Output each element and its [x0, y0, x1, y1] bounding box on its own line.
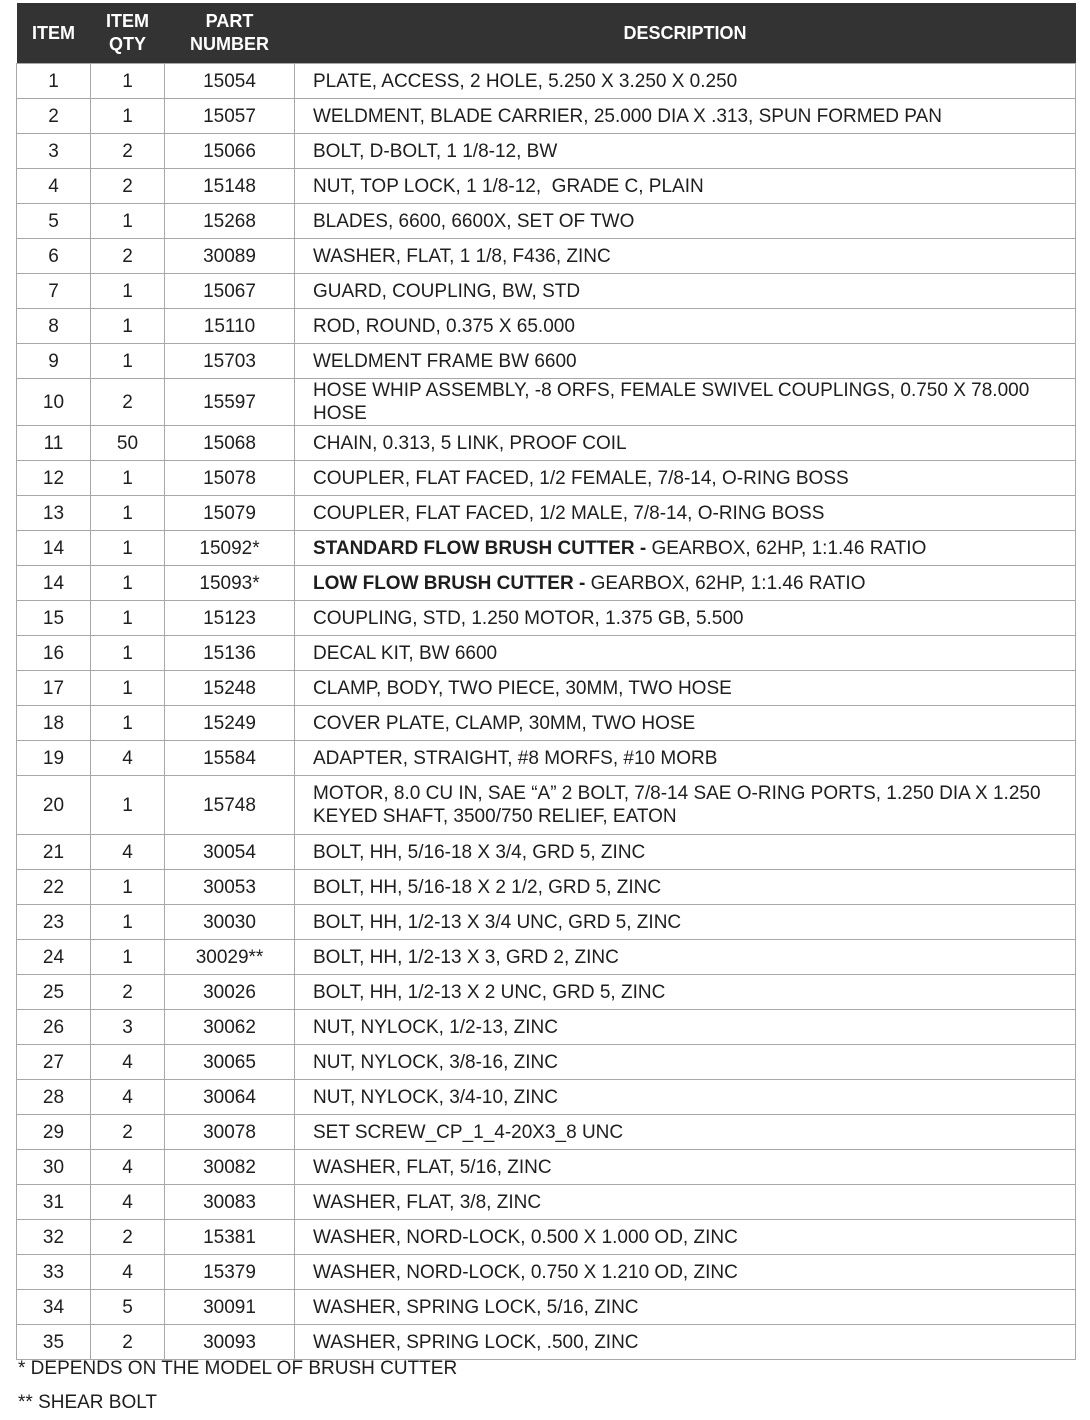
- description-text: WELDMENT FRAME BW 6600: [313, 350, 577, 372]
- cell-description: [295, 741, 1076, 776]
- cell-part-number: 15078: [165, 461, 295, 496]
- cell-part-number: 15054: [165, 64, 295, 99]
- table-row: [17, 134, 1076, 169]
- cell-description: [295, 1080, 1076, 1115]
- description-text: NUT, NYLOCK, 1/2-13, ZINC: [313, 1016, 558, 1038]
- cell-description: [295, 1255, 1076, 1290]
- description-text: WASHER, SPRING LOCK, 5/16, ZINC: [313, 1296, 639, 1318]
- cell-part-number: 30029**: [165, 940, 295, 975]
- cell-item: 21: [17, 835, 91, 870]
- table-row: [17, 274, 1076, 309]
- cell-description: [295, 531, 1076, 566]
- cell-part-number: 30054: [165, 835, 295, 870]
- cell-part-number: 15703: [165, 344, 295, 379]
- cell-item: 12: [17, 461, 91, 496]
- cell-description: [295, 1185, 1076, 1220]
- description-text: NUT, TOP LOCK, 1 1/8-12, GRADE C, PLAIN: [313, 175, 704, 197]
- cell-description: [295, 134, 1076, 169]
- cell-part-number: 15057: [165, 99, 295, 134]
- cell-qty: 4: [91, 741, 165, 776]
- description-text: WASHER, SPRING LOCK, .500, ZINC: [313, 1331, 639, 1353]
- cell-item: 27: [17, 1045, 91, 1080]
- cell-item: 29: [17, 1115, 91, 1150]
- cell-part-number: 15597: [165, 379, 295, 426]
- description-text: COUPLING, STD, 1.250 MOTOR, 1.375 GB, 5.500: [313, 607, 744, 629]
- description-text: HOSE WHIP ASSEMBLY, -8 ORFS, FEMALE SWIVEL COUPLINGS, 0.750 X 78.000 HOSE: [313, 380, 1035, 424]
- cell-description: [295, 99, 1076, 134]
- cell-qty: 3: [91, 1010, 165, 1045]
- table-row: [17, 309, 1076, 344]
- description-text: WASHER, FLAT, 5/16, ZINC: [313, 1156, 552, 1178]
- table-row: [17, 671, 1076, 706]
- table-row: [17, 601, 1076, 636]
- cell-item: 25: [17, 975, 91, 1010]
- table-row: [17, 1010, 1076, 1045]
- cell-item: 34: [17, 1290, 91, 1325]
- description-text: GUARD, COUPLING, BW, STD: [313, 280, 581, 302]
- cell-qty: 1: [91, 905, 165, 940]
- cell-part-number: 15123: [165, 601, 295, 636]
- cell-description: [295, 274, 1076, 309]
- cell-item: 15: [17, 601, 91, 636]
- cell-part-number: 15249: [165, 706, 295, 741]
- cell-part-number: 15379: [165, 1255, 295, 1290]
- cell-description: [295, 671, 1076, 706]
- cell-description: [295, 379, 1076, 426]
- cell-qty: 1: [91, 776, 165, 835]
- table-row: [17, 741, 1076, 776]
- cell-part-number: 30030: [165, 905, 295, 940]
- cell-qty: 1: [91, 496, 165, 531]
- cell-part-number: 15066: [165, 134, 295, 169]
- cell-qty: 4: [91, 1080, 165, 1115]
- cell-part-number: 30065: [165, 1045, 295, 1080]
- table-row: [17, 835, 1076, 870]
- cell-part-number: 30064: [165, 1080, 295, 1115]
- cell-item: 2: [17, 99, 91, 134]
- cell-description: [295, 204, 1076, 239]
- cell-item: 20: [17, 776, 91, 835]
- cell-part-number: 30082: [165, 1150, 295, 1185]
- table-row: [17, 870, 1076, 905]
- cell-description: [295, 461, 1076, 496]
- footnote: ** SHEAR BOLT: [18, 1392, 158, 1413]
- table-row: [17, 64, 1076, 99]
- cell-part-number: 30053: [165, 870, 295, 905]
- cell-description: [295, 566, 1076, 601]
- description-text: COVER PLATE, CLAMP, 30MM, TWO HOSE: [313, 712, 696, 734]
- cell-part-number: 15067: [165, 274, 295, 309]
- cell-qty: 1: [91, 309, 165, 344]
- description-text: SET SCREW_CP_1_4-20X3_8 UNC: [313, 1121, 624, 1143]
- description-text: CHAIN, 0.313, 5 LINK, PROOF COIL: [313, 432, 627, 454]
- cell-qty: 1: [91, 274, 165, 309]
- cell-part-number: 15079: [165, 496, 295, 531]
- cell-part-number: 30083: [165, 1185, 295, 1220]
- footnotes: [18, 1352, 457, 1420]
- cell-item: 9: [17, 344, 91, 379]
- cell-description: [295, 1290, 1076, 1325]
- cell-description: [295, 344, 1076, 379]
- cell-description: [295, 1115, 1076, 1150]
- cell-qty: 2: [91, 1115, 165, 1150]
- table-row: [17, 1185, 1076, 1220]
- cell-qty: 2: [91, 134, 165, 169]
- cell-part-number: 30091: [165, 1290, 295, 1325]
- cell-qty: 1: [91, 344, 165, 379]
- description-text: GEARBOX, 62HP, 1:1.46 RATIO: [585, 572, 866, 594]
- cell-item: 1: [17, 64, 91, 99]
- description-text: BLADES, 6600, 6600X, SET OF TWO: [313, 210, 635, 232]
- table-row: [17, 566, 1076, 601]
- table-row: [17, 239, 1076, 274]
- description-text: COUPLER, FLAT FACED, 1/2 MALE, 7/8-14, O-RING BOSS: [313, 502, 825, 524]
- cell-description: [295, 706, 1076, 741]
- description-text: BOLT, HH, 1/2-13 X 3/4 UNC, GRD 5, ZINC: [313, 911, 682, 933]
- cell-part-number: 30093: [165, 1325, 295, 1360]
- cell-description: [295, 975, 1076, 1010]
- cell-part-number: 15748: [165, 776, 295, 835]
- cell-part-number: 30062: [165, 1010, 295, 1045]
- table-row: [17, 496, 1076, 531]
- cell-qty: 50: [91, 426, 165, 461]
- cell-item: 11: [17, 426, 91, 461]
- table-row: [17, 1220, 1076, 1255]
- cell-item: 31: [17, 1185, 91, 1220]
- cell-qty: 1: [91, 99, 165, 134]
- description-text: BOLT, HH, 1/2-13 X 3, GRD 2, ZINC: [313, 946, 619, 968]
- cell-description: [295, 426, 1076, 461]
- cell-item: 22: [17, 870, 91, 905]
- header-part-number: PART NUMBER: [165, 3, 295, 64]
- cell-description: [295, 776, 1076, 835]
- table-row: [17, 461, 1076, 496]
- cell-qty: 1: [91, 531, 165, 566]
- cell-qty: 1: [91, 601, 165, 636]
- cell-part-number: 30078: [165, 1115, 295, 1150]
- cell-part-number: 15148: [165, 169, 295, 204]
- cell-part-number: 15381: [165, 1220, 295, 1255]
- description-emphasis: LOW FLOW BRUSH CUTTER -: [313, 572, 586, 594]
- table-row: [17, 776, 1076, 835]
- table-row: [17, 1080, 1076, 1115]
- cell-item: 13: [17, 496, 91, 531]
- cell-qty: 1: [91, 870, 165, 905]
- table-row: [17, 99, 1076, 134]
- cell-description: [295, 169, 1076, 204]
- table-row: [17, 1290, 1076, 1325]
- description-text: PLATE, ACCESS, 2 HOLE, 5.250 X 3.250 X 0.250: [313, 70, 738, 92]
- cell-part-number: 15068: [165, 426, 295, 461]
- cell-part-number: 15092*: [165, 531, 295, 566]
- description-text: WELDMENT, BLADE CARRIER, 25.000 DIA X .313, SPUN FORMED PAN: [313, 105, 942, 127]
- description-text: NUT, NYLOCK, 3/8-16, ZINC: [313, 1051, 558, 1073]
- cell-qty: 1: [91, 204, 165, 239]
- table-header: [17, 3, 1076, 64]
- cell-description: [295, 309, 1076, 344]
- cell-qty: 5: [91, 1290, 165, 1325]
- cell-description: [295, 496, 1076, 531]
- description-text: BOLT, HH, 1/2-13 X 2 UNC, GRD 5, ZINC: [313, 981, 666, 1003]
- cell-part-number: 30026: [165, 975, 295, 1010]
- cell-part-number: 15093*: [165, 566, 295, 601]
- cell-qty: 2: [91, 379, 165, 426]
- cell-qty: 1: [91, 64, 165, 99]
- table-row: [17, 531, 1076, 566]
- table-row: [17, 706, 1076, 741]
- table-row: [17, 975, 1076, 1010]
- cell-description: [295, 1010, 1076, 1045]
- cell-item: 35: [17, 1325, 91, 1360]
- parts-table: [16, 3, 1076, 1360]
- cell-item: 26: [17, 1010, 91, 1045]
- cell-description: [295, 636, 1076, 671]
- table-row: [17, 1115, 1076, 1150]
- cell-description: [295, 835, 1076, 870]
- cell-part-number: 30089: [165, 239, 295, 274]
- description-text: BOLT, HH, 5/16-18 X 2 1/2, GRD 5, ZINC: [313, 876, 662, 898]
- table-row: [17, 344, 1076, 379]
- table-row: [17, 169, 1076, 204]
- description-text: GEARBOX, 62HP, 1:1.46 RATIO: [646, 537, 927, 559]
- description-text: WASHER, NORD-LOCK, 0.750 X 1.210 OD, ZINC: [313, 1261, 738, 1283]
- cell-item: 24: [17, 940, 91, 975]
- table-row: [17, 379, 1076, 426]
- cell-description: [295, 1045, 1076, 1080]
- cell-qty: 1: [91, 940, 165, 975]
- cell-qty: 4: [91, 1255, 165, 1290]
- cell-qty: 1: [91, 566, 165, 601]
- description-text: BOLT, D-BOLT, 1 1/8-12, BW: [313, 140, 558, 162]
- cell-item: 10: [17, 379, 91, 426]
- cell-item: 19: [17, 741, 91, 776]
- description-emphasis: STANDARD FLOW BRUSH CUTTER -: [313, 537, 647, 559]
- cell-item: 23: [17, 905, 91, 940]
- cell-item: 14: [17, 531, 91, 566]
- description-text: COUPLER, FLAT FACED, 1/2 FEMALE, 7/8-14, O-RING BOSS: [313, 467, 849, 489]
- description-text: BOLT, HH, 5/16-18 X 3/4, GRD 5, ZINC: [313, 841, 646, 863]
- table-row: [17, 204, 1076, 239]
- description-text: WASHER, NORD-LOCK, 0.500 X 1.000 OD, ZINC: [313, 1226, 738, 1248]
- cell-part-number: 15248: [165, 671, 295, 706]
- cell-description: [295, 1150, 1076, 1185]
- cell-description: [295, 239, 1076, 274]
- description-text: MOTOR, 8.0 CU IN, SAE “A” 2 BOLT, 7/8-14 SAE O-RING PORTS, 1.250 DIA X 1.250 KEYED SHAFT, 3500/750 RELIEF, EATON: [313, 783, 1046, 827]
- cell-item: 17: [17, 671, 91, 706]
- cell-qty: 2: [91, 239, 165, 274]
- table-row: [17, 1255, 1076, 1290]
- cell-part-number: 15268: [165, 204, 295, 239]
- description-text: WASHER, FLAT, 3/8, ZINC: [313, 1191, 542, 1213]
- header-item: ITEM: [17, 3, 91, 64]
- footnote: * DEPENDS ON THE MODEL OF BRUSH CUTTER: [18, 1358, 458, 1379]
- cell-item: 18: [17, 706, 91, 741]
- cell-qty: 1: [91, 671, 165, 706]
- header-description: DESCRIPTION: [295, 3, 1076, 64]
- cell-description: [295, 601, 1076, 636]
- cell-qty: 1: [91, 706, 165, 741]
- table-row: [17, 636, 1076, 671]
- cell-qty: 2: [91, 1220, 165, 1255]
- table-row: [17, 426, 1076, 461]
- cell-qty: 1: [91, 636, 165, 671]
- cell-description: [295, 870, 1076, 905]
- cell-item: 16: [17, 636, 91, 671]
- table-row: [17, 1150, 1076, 1185]
- cell-item: 8: [17, 309, 91, 344]
- cell-item: 30: [17, 1150, 91, 1185]
- cell-qty: 4: [91, 1185, 165, 1220]
- cell-item: 33: [17, 1255, 91, 1290]
- cell-item: 6: [17, 239, 91, 274]
- description-text: ADAPTER, STRAIGHT, #8 MORFS, #10 MORB: [313, 747, 718, 769]
- cell-item: 3: [17, 134, 91, 169]
- cell-item: 14: [17, 566, 91, 601]
- cell-description: [295, 64, 1076, 99]
- table-row: [17, 905, 1076, 940]
- cell-qty: 1: [91, 461, 165, 496]
- description-text: ROD, ROUND, 0.375 X 65.000: [313, 315, 575, 337]
- cell-qty: 2: [91, 975, 165, 1010]
- cell-description: [295, 1220, 1076, 1255]
- cell-qty: 4: [91, 1045, 165, 1080]
- cell-item: 5: [17, 204, 91, 239]
- header-item-qty: ITEM QTY: [91, 3, 165, 64]
- cell-description: [295, 940, 1076, 975]
- description-text: CLAMP, BODY, TWO PIECE, 30MM, TWO HOSE: [313, 677, 732, 699]
- cell-item: 7: [17, 274, 91, 309]
- description-text: DECAL KIT, BW 6600: [313, 642, 498, 664]
- cell-item: 32: [17, 1220, 91, 1255]
- description-text: NUT, NYLOCK, 3/4-10, ZINC: [313, 1086, 558, 1108]
- cell-part-number: 15136: [165, 636, 295, 671]
- cell-qty: 4: [91, 835, 165, 870]
- cell-part-number: 15584: [165, 741, 295, 776]
- description-text: WASHER, FLAT, 1 1/8, F436, ZINC: [313, 245, 611, 267]
- table-row: [17, 940, 1076, 975]
- cell-item: 28: [17, 1080, 91, 1115]
- cell-part-number: 15110: [165, 309, 295, 344]
- cell-qty: 2: [91, 1325, 165, 1360]
- table-body: [17, 64, 1076, 1360]
- cell-item: 4: [17, 169, 91, 204]
- cell-description: [295, 905, 1076, 940]
- cell-qty: 2: [91, 169, 165, 204]
- table-row: [17, 1045, 1076, 1080]
- cell-qty: 4: [91, 1150, 165, 1185]
